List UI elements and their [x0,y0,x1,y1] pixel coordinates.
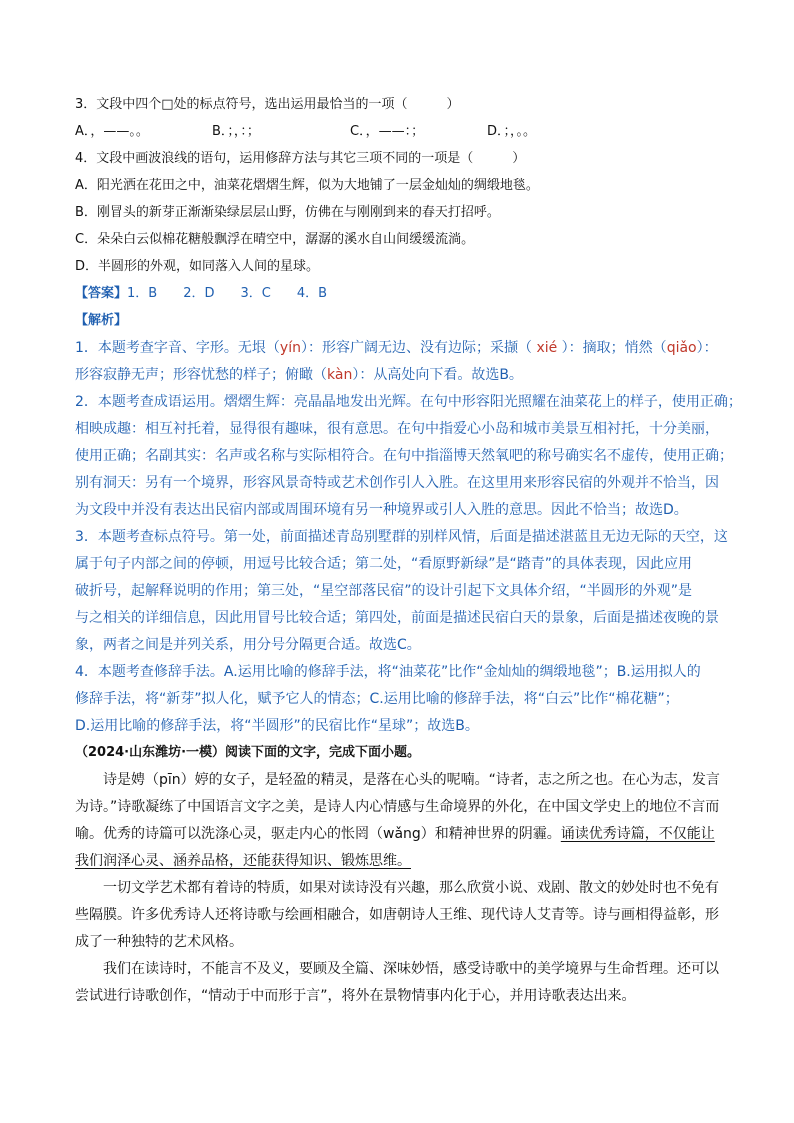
q3-option-c: C．，——：； [350,124,425,139]
q3-option-d: D．；，。。 [487,124,537,139]
analysis-item-2-line-2: 相映成趣：相互衬托着，显得很有趣味，很有意思。在句中指爱心小岛和城市美景互相衬托，十分美丽， [75,421,719,437]
q4-option-c: C．朵朵白云似棉花糖般飘浮在晴空中，潺潺的溪水自山间缓缓流淌。 [75,232,475,247]
answer-label: 【答案】 [75,286,128,301]
passage-paragraph-1: 诗是娉（pīn）婷的女子，是轻盈的精灵，是落在心头的呢喃。“诗者，志之所之也。在心为志，发言为诗。”诗歌凝练了中国语言文字之美，是诗人内心情感与生命境界的外化，在中国文学史上的地位不言而喻。优秀的诗篇可以洗涤心灵，驱走内心的怅罔（wǎng）和精神世界的阴霾。诵读优秀诗篇，不仅能让我们润泽心灵、涵养品格，还能获得知识、锻炼思维。 [75,772,720,869]
passage-paragraph-2: 一切文学艺术都有着诗的特质，如果对读诗没有兴趣，那么欣赏小说、戏剧、散文的妙处时也不免有些隔膜。许多优秀诗人还将诗歌与绘画相融合，如唐朝诗人王维、现代诗人艾青等。诗与画相得益彰，形成了一种独特的艺术风格。 [75,880,719,950]
analysis-item-1-line-2: 形容寂静无声；形容忧愁的样子；俯瞰（kàn）：从高处向下看。故选B。 [75,367,523,383]
analysis-item-2-line-4: 别有洞天：另有一个境界，形容风景奇特或艺术创作引人入胜。在这里用来形容民宿的外观并不恰当，因 [75,475,719,491]
analysis-item-3-line-1: 3．本题考查标点符号。第一处，前面描述青岛别墅群的别样风情，后面是描述湛蓝且无边无际的天空，这 [75,529,728,545]
q3-option-b: B．；，：； [212,124,260,139]
q4-option-b: B．刚冒头的新芽正渐渐染绿层层山野，仿佛在与刚刚到来的春天打招呼。 [75,205,500,220]
analysis-item-3-line-2: 属于句子内部之间的停顿，用逗号比较合适；第二处，“看原野新绿”是“踏青”的具体表现，因此应用 [75,556,693,572]
question-3-stem: 3．文段中四个□处的标点符号，选出运用最恰当的一项（ ） [75,97,460,112]
analysis-item-2-line-5: 为文段中并没有表达出民宿内部或周围环境有另一种境界或引人入胜的意思。因此不恰当；故选D。 [75,502,688,518]
q4-option-d: D．半圆形的外观，如同落入人间的星球。 [75,259,320,274]
analysis-item-2-line-3: 使用正确；名副其实：名声或名称与实际相符合。在句中指淄博天然氧吧的称号确实名不虚传，使用正确； [75,448,733,464]
answer-text: 1．B 2．D 3．C 4．B [127,286,328,301]
question-4-stem: 4．文段中画波浪线的语句，运用修辞方法与其它三项不同的一项是（ ） [75,151,526,166]
analysis-item-4-line-1: 4．本题考查修辞手法。A.运用比喻的修辞手法，将“油菜花”比作“金灿灿的绸缎地毯”；B.运用拟人的 [75,664,701,680]
q4-option-a: A．阳光洒在花田之中，油菜花熠熠生辉，似为大地铺了一层金灿灿的绸缎地毯。 [75,178,539,193]
analysis-item-3-line-3: 破折号，起解释说明的作用；第三处，“星空部落民宿”的设计引起下文具体介绍，“半圆形的外观”是 [75,583,693,599]
analysis-item-4-line-2: 修辞手法，将“新芽”拟人化，赋予它人的情态；C.运用比喻的修辞手法，将“白云”比作“棉花糖”； [75,691,679,707]
analysis-item-1-line-1: 1．本题考查字音、字形。无垠（yín）：形容广阔无边、没有边际；采撷（ xié ）：摘取；悄然（qiǎo）： [75,340,718,356]
passage-paragraph-3: 我们在读诗时，不能言不及义，要顾及全篇、深味妙悟，感受诗歌中的美学境界与生命哲理。还可以尝试进行诗歌创作，“情动于中而形于言”，将外在景物情事内化于心，并用诗歌表达出来。 [75,961,719,1004]
q3-option-a: A．，——。。 [75,124,149,139]
question-3-options [75,123,536,141]
analysis-item-3-line-4: 与之相关的详细信息，因此用冒号比较合适；第四处，前面是描述民宿白天的景象，后面是描述夜晚的景 [75,610,719,626]
passage-body [75,767,725,1010]
analysis-item-3-line-5: 象，两者之间是并列关系，用分号分隔更合适。故选C。 [75,637,421,653]
passage-source-heading: （2024·山东潍坊·一模）阅读下面的文字，完成下面小题。 [75,745,421,760]
analysis-label: 【解析】 [75,313,128,328]
analysis-item-2-line-1: 2．本题考查成语运用。熠熠生辉：亮晶晶地发出光辉。在句中形容阳光照耀在油菜花上的样子，使用正确； [75,394,742,410]
analysis-item-4-line-3: D.运用比喻的修辞手法，将“半圆形”的民宿比作“星球”；故选B。 [75,718,479,734]
underlined-sentence: 诵读优秀诗篇，不仅能让我们润泽心灵、涵养品格，还能获得知识、锻炼思维。 [75,826,715,869]
answer-line [75,285,327,303]
